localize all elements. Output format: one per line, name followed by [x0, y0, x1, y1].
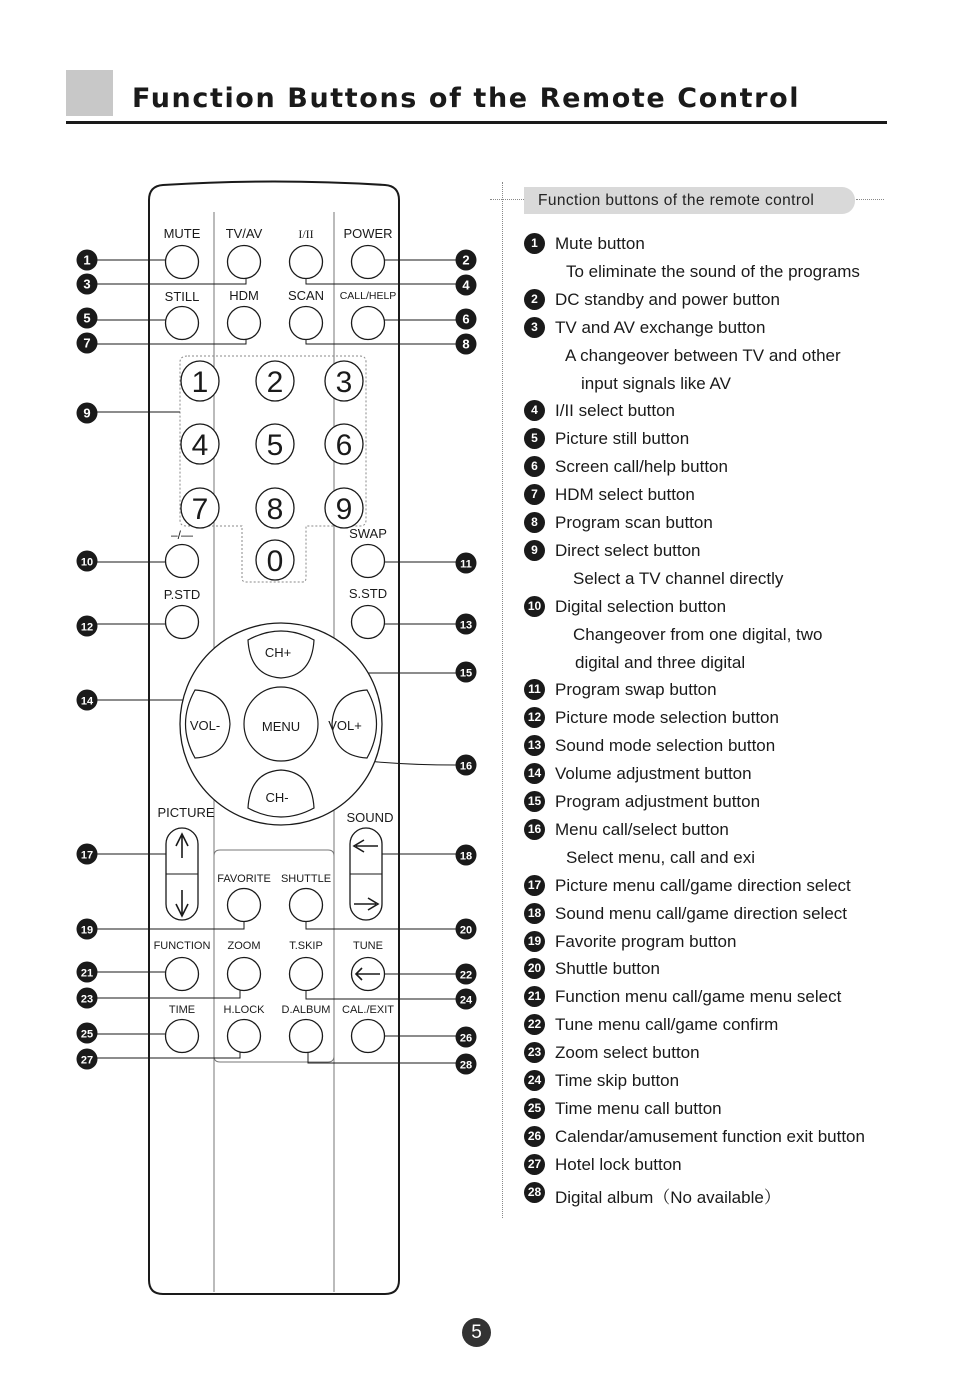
item-number-badge: 23	[524, 1042, 545, 1063]
swap-button[interactable]	[352, 545, 385, 578]
call-help-label: CALL/HELP	[339, 290, 397, 302]
panel-dotted-line	[502, 182, 503, 1218]
item-text: I/II select button	[555, 401, 676, 421]
item-text: Screen call/help button	[555, 457, 728, 477]
item-number-badge: 9	[524, 540, 545, 561]
item-text: Sound mode selection button	[555, 736, 776, 756]
callout-number: 3	[83, 276, 91, 292]
callout-number: 13	[459, 619, 473, 632]
callout-number: 27	[80, 1054, 94, 1067]
item-text: Hotel lock button	[555, 1154, 682, 1174]
chminus-label: CH-	[265, 790, 289, 805]
digit-label: 3	[335, 366, 353, 399]
leader-line	[306, 984, 456, 999]
tvav-button[interactable]	[228, 246, 261, 279]
item-text: Calendar/amusement function exit button	[555, 1126, 865, 1146]
zoom-button[interactable]	[228, 958, 261, 991]
dash-button[interactable]	[166, 545, 199, 578]
shuttle-label: SHUTTLE	[280, 873, 332, 885]
item-number-badge: 3	[524, 317, 545, 338]
item-number-badge: 14	[524, 763, 545, 784]
item-text: Direct select button	[555, 540, 701, 560]
digit-label: 9	[335, 493, 353, 526]
item-text: Program adjustment button	[555, 792, 761, 811]
item-description-text: Select a TV channel directly	[573, 568, 784, 588]
item-description-text: A changeover between TV and other	[565, 345, 841, 365]
digit-label: 6	[335, 429, 353, 462]
power-label: POWER	[343, 226, 393, 241]
callout-number: 26	[459, 1032, 473, 1045]
call-help-button[interactable]	[352, 307, 385, 340]
hdm-label: HDM	[229, 288, 259, 303]
leader-line	[308, 1046, 456, 1063]
panel-heading: Function buttons of the remote control	[524, 187, 855, 214]
item-number-badge: 10	[524, 596, 545, 617]
tune-label: TUNE	[353, 940, 383, 952]
tskip-label: T.SKIP	[289, 940, 323, 952]
favorite-label: FAVORITE	[217, 873, 271, 885]
item-number-badge: 19	[524, 931, 545, 952]
dash-label: –/—	[170, 528, 194, 542]
i-ii-button[interactable]	[290, 246, 323, 279]
item-number-badge: 6	[524, 456, 545, 477]
item-number-badge: 13	[524, 735, 545, 756]
power-button[interactable]	[352, 246, 385, 279]
item-number-badge: 5	[524, 428, 545, 449]
pstd-button[interactable]	[166, 606, 199, 639]
panel-dotted-line	[856, 199, 884, 200]
callout-number: 4	[462, 277, 470, 293]
leader-line	[306, 912, 456, 929]
item-text: Zoom select button	[555, 1043, 700, 1063]
digit-label: 1	[191, 366, 209, 399]
item-text: Picture mode selection button	[555, 708, 779, 728]
leader-line	[96, 1044, 240, 1058]
item-text: Time skip button	[555, 1071, 680, 1090]
tskip-button[interactable]	[290, 958, 323, 991]
volplus-label: VOL+	[328, 718, 362, 733]
digit-label: 8	[266, 493, 284, 526]
item-number-badge: 17	[524, 875, 545, 896]
favorite-button[interactable]	[228, 889, 261, 922]
callout-number: 17	[80, 849, 94, 862]
callout-number: 19	[80, 924, 94, 937]
chplus-label: CH+	[264, 645, 292, 660]
callout-number: 8	[462, 336, 470, 352]
item-number-badge: 4	[524, 400, 545, 421]
item-text: Digital selection button	[555, 596, 727, 616]
tvav-label: TV/AV	[225, 226, 263, 241]
item-text: Favorite program button	[555, 931, 737, 951]
callout-number: 24	[459, 994, 473, 1007]
sstd-label: S.STD	[348, 586, 388, 601]
callout-number: 20	[459, 924, 473, 937]
item-text: Picture menu call/game direction select	[555, 875, 851, 895]
mute-label: MUTE	[163, 226, 201, 241]
i-ii-label: I/II	[298, 227, 314, 241]
item-number-badge: 22	[524, 1014, 545, 1035]
swap-label: SWAP	[349, 526, 387, 541]
item-description-text: To eliminate the sound of the programs	[566, 261, 860, 281]
item-text: HDM select button	[555, 485, 695, 505]
callout-number: 11	[460, 558, 472, 571]
item-text: Digital album（No available）	[555, 1187, 781, 1207]
item-text: Time menu call button	[555, 1098, 722, 1118]
sound-label: SOUND	[346, 810, 394, 825]
callout-number: 18	[459, 850, 473, 863]
scan-button[interactable]	[290, 307, 323, 340]
calexit-button[interactable]	[352, 1020, 385, 1053]
item-number-badge: 25	[524, 1098, 545, 1119]
calexit-label: CAL./EXIT	[342, 1004, 394, 1016]
still-button[interactable]	[166, 307, 199, 340]
callout-number: 21	[80, 967, 94, 980]
zoom-label: ZOOM	[227, 940, 261, 952]
item-text: DC standby and power button	[555, 289, 780, 309]
digit-label: 7	[191, 493, 209, 526]
digit-label: 4	[191, 429, 209, 462]
item-number-badge: 12	[524, 707, 545, 728]
item-number-badge: 18	[524, 903, 545, 924]
time-label: TIME	[168, 1004, 196, 1016]
dalbum-label: D.ALBUM	[281, 1004, 331, 1016]
callout-number: 25	[80, 1028, 94, 1041]
callout-number: 23	[80, 993, 94, 1006]
item-text: Mute button	[555, 234, 645, 253]
digit-label: 2	[266, 366, 284, 399]
callout-number: 9	[83, 405, 91, 421]
item-number-badge: 24	[524, 1070, 545, 1091]
item-number-badge: 28	[524, 1182, 545, 1203]
item-number-badge: 26	[524, 1126, 545, 1147]
hdm-button[interactable]	[228, 307, 261, 340]
item-number-badge: 16	[524, 819, 545, 840]
item-text: Program swap button	[555, 680, 717, 700]
picture-label: PICTURE	[157, 805, 215, 820]
item-number-badge: 7	[524, 484, 545, 505]
item-number-badge: 1	[524, 233, 545, 254]
pstd-label: P.STD	[163, 587, 201, 602]
callout-number: 5	[83, 310, 91, 326]
item-number-badge: 21	[524, 986, 545, 1007]
item-text: TV and AV exchange button	[555, 317, 766, 337]
item-text: Picture still button	[555, 429, 690, 449]
shuttle-button[interactable]	[290, 889, 323, 922]
item-description-text: Changeover from one digital, two	[573, 624, 823, 644]
callout-number: 6	[462, 311, 470, 327]
scan-label: SCAN	[287, 288, 325, 303]
page-number: 5	[462, 1318, 491, 1347]
item-text: Sound menu call/game direction select	[555, 903, 847, 923]
item-description-text: digital and three digital	[575, 652, 746, 672]
item-description-text: Select menu, call and exi	[566, 847, 755, 867]
time-button[interactable]	[166, 1020, 199, 1053]
panel-dotted-line	[490, 199, 526, 200]
item-description-text: input signals like AV	[581, 373, 731, 393]
digit-label: 0	[266, 545, 284, 578]
still-label: STILL	[164, 289, 200, 304]
callout-number: 14	[80, 695, 94, 708]
callout-number: 2	[462, 252, 470, 268]
item-text: Shuttle button	[555, 959, 660, 979]
page-title: Function Buttons of the Remote Control	[132, 83, 801, 114]
item-text: Tune menu call/game confirm	[555, 1015, 779, 1035]
hlock-label: H.LOCK	[223, 1004, 265, 1016]
callout-number: 7	[83, 335, 91, 351]
mute-button[interactable]	[166, 246, 199, 279]
item-text: Program scan button	[555, 513, 713, 532]
hlock-button[interactable]	[228, 1020, 261, 1053]
digit-label: 5	[266, 429, 284, 462]
item-number-badge: 15	[524, 791, 545, 812]
item-number-badge: 20	[524, 958, 545, 979]
item-text: Function menu call/game menu select	[555, 987, 842, 1007]
sstd-button[interactable]	[352, 606, 385, 639]
callout-number: 28	[459, 1059, 473, 1072]
item-text: Menu call/select button	[555, 819, 729, 839]
callout-number: 12	[80, 621, 94, 634]
callout-number: 16	[459, 760, 473, 773]
function-button[interactable]	[166, 958, 199, 991]
callout-number: 1	[83, 252, 91, 268]
dalbum-button[interactable]	[290, 1020, 323, 1053]
function-label: FUNCTION	[153, 940, 211, 952]
leader-line	[96, 982, 240, 998]
item-number-badge: 11	[524, 679, 545, 700]
item-number-badge: 2	[524, 289, 545, 310]
item-text: Volume adjustment button	[555, 764, 752, 784]
callout-number: 10	[80, 556, 94, 569]
callout-number: 22	[459, 969, 473, 982]
volminus-label: VOL-	[189, 718, 221, 733]
item-number-badge: 8	[524, 512, 545, 533]
menu-label: MENU	[261, 719, 301, 734]
callout-number: 15	[459, 667, 473, 680]
item-number-badge: 27	[524, 1154, 545, 1175]
